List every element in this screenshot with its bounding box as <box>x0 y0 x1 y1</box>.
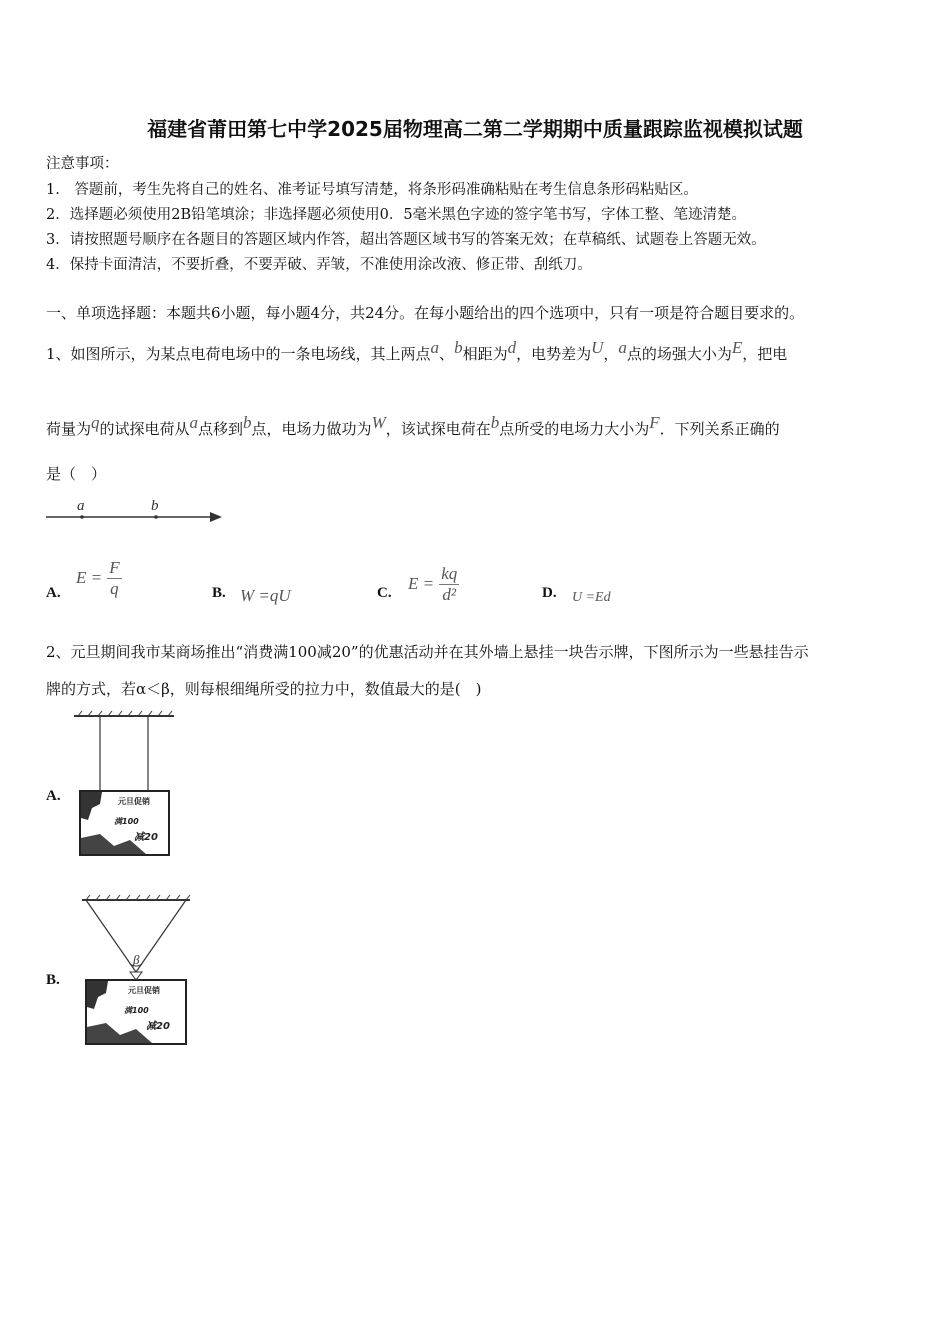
q2-option-a-label: A. <box>46 788 61 804</box>
sign-text: 满100 <box>114 817 139 826</box>
q2-line2: 牌的方式，若α＜β，则每根细绳所受的拉力中，数值最大的是( ) <box>46 680 482 698</box>
option-c-label: C. <box>377 585 392 601</box>
rope-left <box>86 900 136 972</box>
q1-line3: 是（ ） <box>46 465 107 483</box>
notice-item: 2．选择题必须使用2B铅笔填涂；非选择题必须使用0．5毫米黑色字迹的签字笔书写，字体工整、笔迹清楚。 <box>46 207 747 223</box>
arrow-head-icon <box>210 512 222 522</box>
option-c-formula: E = $\frac{kq}{\text{d²}}$ <box>408 564 458 604</box>
page-title: 福建省莆田第七中学2025届物理高二第二学期期中质量跟踪监视模拟试题 <box>147 117 803 141</box>
sign-text: 元旦促销 <box>118 797 150 806</box>
beta-label: β <box>133 952 140 967</box>
sign-figure-b <box>78 892 196 1050</box>
option-d-label: D. <box>542 585 557 601</box>
notice-item: 4．保持卡面清洁，不要折叠，不要弄破、弄皱，不准使用涂改液、修正带、刮纸刀。 <box>46 257 592 273</box>
option-a-label: A. <box>46 585 61 601</box>
notice-item: 1. 答题前，考生先将自己的姓名、准考证号填写清楚，将条形码准确粘贴在考生信息条形码粘贴区。 <box>46 182 698 198</box>
option-a-formula: E = $\frac{F}{q}$ <box>76 558 120 598</box>
sign-text: 元旦促销 <box>128 986 160 995</box>
sign-figure-a <box>70 708 180 860</box>
sign-text: 减20 <box>134 832 158 843</box>
label-a: a <box>77 498 85 514</box>
option-d-formula: U =Ed <box>572 590 611 605</box>
sign-text: 减20 <box>146 1021 170 1032</box>
notice-item: 3．请按照题号顺序在各题目的答题区域内作答，超出答题区域书写的答案无效；在草稿纸、试题卷上答题无效。 <box>46 232 766 248</box>
q2-line1: 2、元旦期间我市某商场推出“消费满100减20”的优惠活动并在其外墙上悬挂一块告示牌，下图所示为一些悬挂告示 <box>46 643 809 661</box>
q2-option-b-label: B. <box>46 972 60 988</box>
section-heading: 一、单项选择题：本题共6小题，每小题4分，共24分。在每小题给出的四个选项中，只有一项是符合题目要求的。 <box>46 304 805 322</box>
notice-heading: 注意事项： <box>46 156 119 172</box>
sign-text: 满100 <box>124 1006 149 1015</box>
point-a <box>80 515 84 519</box>
hook-icon <box>130 972 142 980</box>
point-b <box>154 515 158 519</box>
option-b-label: B. <box>212 585 226 601</box>
label-b: b <box>151 498 159 514</box>
q1-line1: 1、如图所示，为某点电荷电场中的一条电场线，其上两点$^a$、$^b$相距为$^d$，电势差为$^U$，$^a$点的场强大小为$^E$，把电 <box>46 338 788 363</box>
rope-right <box>136 900 186 972</box>
field-line-figure <box>42 492 232 528</box>
q1-line2: 荷量为$^q$的试探电荷从$^a$点移到$^b$点，电场力做功为$^W$，该试探电荷在$^b$点所受的电场力大小为$^F$．下列关系正确的 <box>46 413 780 438</box>
option-b-formula: W =qU <box>240 586 291 605</box>
